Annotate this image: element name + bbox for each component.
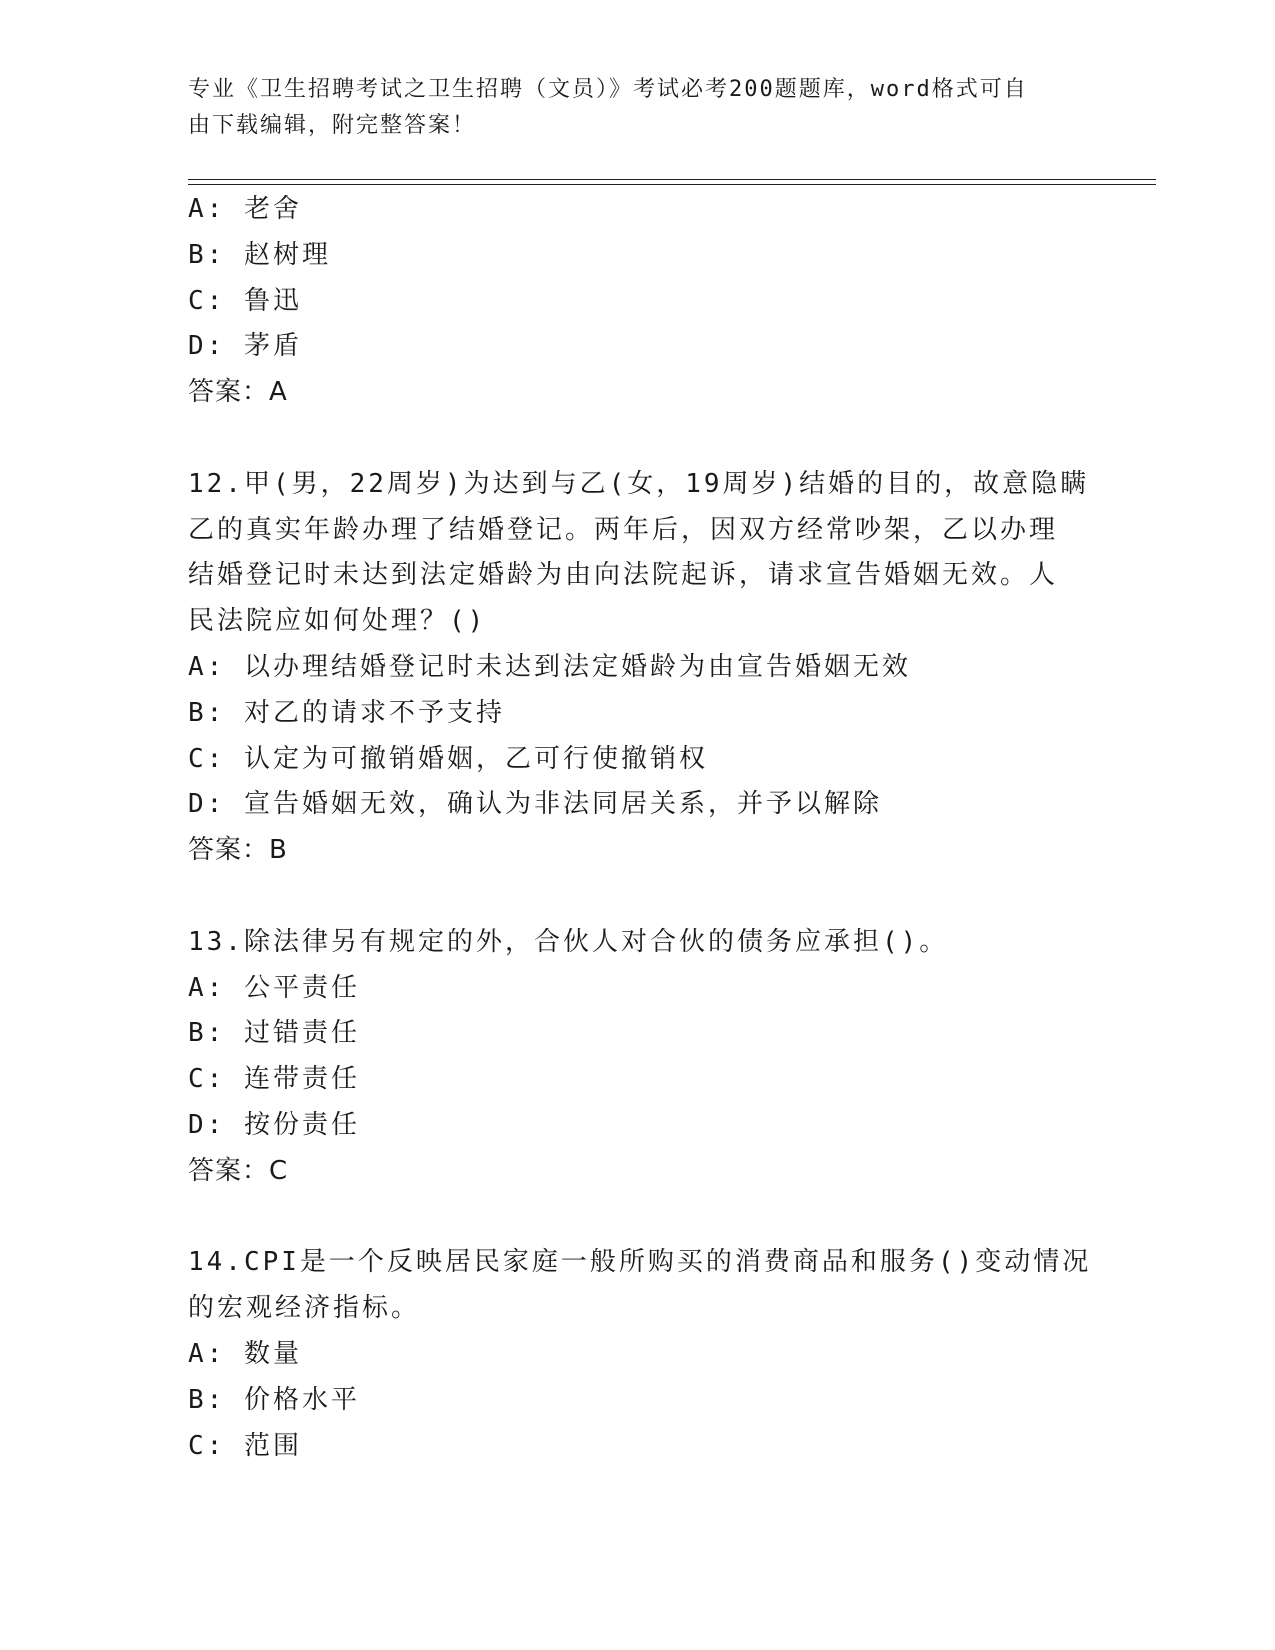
answer-line: 答案：B [188,835,288,866]
question-stem-line: 乙的真实年龄办理了结婚登记。两年后，因双方经常吵架，乙以办理 [188,514,1059,545]
document-header [188,72,1068,144]
option-a: A: 老舍 [188,194,302,224]
header-divider-top [188,179,1156,180]
answer-line: 答案：C [188,1155,289,1186]
spacer [188,416,1088,462]
header-title-line-2: 由下载编辑，附完整答案！ [188,113,477,138]
question-list [188,187,1092,1469]
answer-line: 答案：A [188,377,288,408]
option-b: B: 过错责任 [188,1018,360,1049]
question-stem-line: 的宏观经济指标。 [188,1293,421,1324]
spacer [188,1195,1088,1241]
header-title-line-1: 专业《卫生招聘考试之卫生招聘（文员）》考试必考200题题库，word格式可自 [188,77,1028,102]
option-a: A: 数量 [188,1338,302,1369]
option-c: C: 范围 [188,1430,302,1461]
option-d: D: 宣告婚姻无效，确认为非法同居关系，并予以解除 [188,789,882,820]
question-11 [188,187,1088,416]
question-13 [188,920,1088,1195]
question-stem-line: 13.除法律另有规定的外，合伙人对合伙的债务应承担()。 [188,926,949,957]
option-a: A: 公平责任 [188,972,360,1003]
option-c: C: 连带责任 [188,1064,360,1095]
option-a: A: 以办理结婚登记时未达到法定婚龄为由宣告婚姻无效 [188,651,911,682]
question-stem-line: 民法院应如何处理？() [188,606,487,637]
spacer [188,874,1088,920]
question-stem-line: 结婚登记时未达到法定婚龄为由向法院起诉，请求宣告婚姻无效。人 [188,560,1059,591]
option-d: D: 茅盾 [188,331,302,362]
question-stem-line: 14.CPI是一个反映居民家庭一般所购买的消费商品和服务()变动情况 [188,1247,1092,1278]
option-d: D: 按份责任 [188,1109,360,1140]
option-b: B: 对乙的请求不予支持 [188,697,505,728]
option-b: B: 赵树理 [188,239,331,270]
header-divider-bottom [188,184,1156,185]
option-c: C: 认定为可撤销婚姻，乙可行使撤销权 [188,743,708,774]
option-b: B: 价格水平 [188,1384,360,1415]
option-c: C: 鲁迅 [188,285,302,316]
question-stem-line: 12.甲(男，22周岁)为达到与乙(女，19周岁)结婚的目的，故意隐瞒 [188,468,1090,499]
question-12 [188,462,1088,874]
question-14 [188,1240,1092,1469]
